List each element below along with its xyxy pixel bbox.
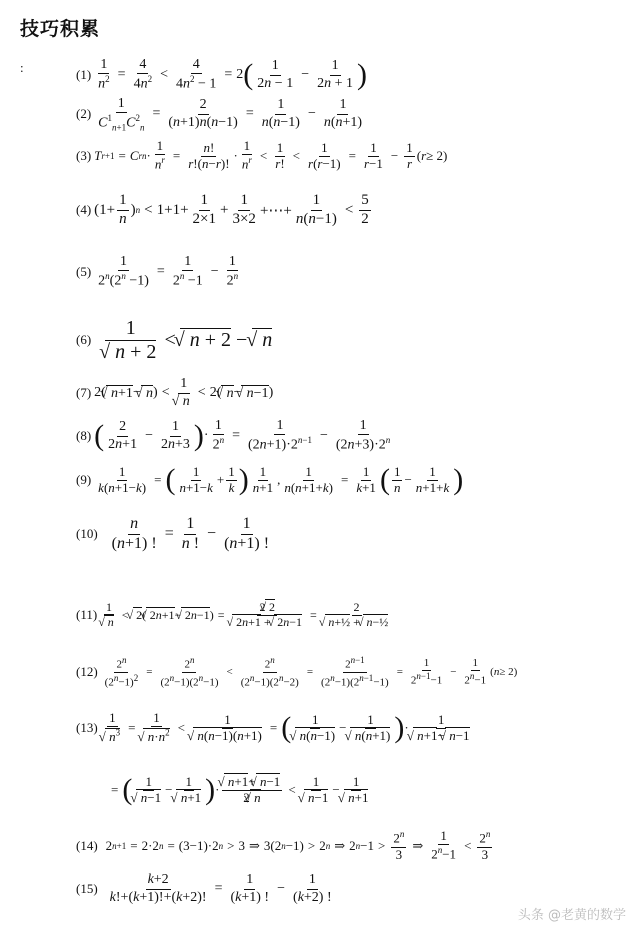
page-title: 技巧积累 [20, 18, 101, 40]
formula-6: (6) 1 √ n + 2 < √ n + 2 − √ n [76, 316, 634, 364]
formula-number: (1) [76, 67, 92, 82]
formula-3: (3) T r+1 = C r n · $\frac{1}{n^r}$ = $\frac{n!}{r!(n-r)!}$ · $\frac{1}{n^r}$ < $\frac{1}{r!}$ < $\frac{1}{r(r-1)}$ = $\frac{1}{r-1}$ − $\frac{1}{r}$ ( r ≥ 2) [76, 138, 448, 172]
formula-number: (14) [76, 838, 98, 853]
formula-14: (14) 2 n+1 = 2·2 n = (3−1)·2 n > 3 ⇒ 3(2 n −1) > 2 n ⇒ 2 n −1 > $\frac{2^n}{3}$ ⇒ $\frac{1}{2^n-1}$ < $\frac{2^n}{3}$ [76, 828, 491, 862]
formula-number: (3) [76, 148, 92, 163]
watermark: 头条 @老黄的数学 [517, 908, 626, 923]
formula-number: (7) [76, 385, 92, 400]
formula-number: (5) [76, 264, 92, 279]
formula-13-continued: = ( 1 √ n−1 − 1 √ n+1 ) · √ $\frac{n+1+ √ n-1}{2 √ n}$ < 1 √ n−1 − 1 √ n+1 [104, 764, 634, 816]
formula-4: (4) (1+ $\frac{1}{n}$ ) n < 1+1+ $\frac{1}{2\times 1}$ + $\frac{1}{3\times 2}$ +⋯+ $\frac{1}{n(n-1)}$ < $\frac{5}{2}$ [76, 192, 369, 227]
formula-number: (10) [76, 526, 98, 541]
colon-mark: : [20, 60, 24, 75]
formula-9: (9) $\frac{1}{k(n+1-k)}$ = ( $\frac{1}{n+1-k}$ + $\frac{1}{k}$ ) $\frac{1}{n+1}$ , $\frac{1}{n(n+1+k)}$ = $\frac{1}{k+1}$ ( $\frac{1}{n}$ − $\frac{1}{n+1+k}$ ) [76, 463, 464, 496]
formula-number: (2) [76, 106, 92, 121]
formula-number: (15) [76, 881, 98, 896]
formula-11: (11) 1 √ n < √ 2 ( √ 2n+1 − √ 2n−1 ) = 2√ 2 √ 2n+1 + √ 2n−1 = 2 √ n+½ + √ n−½ [76, 590, 634, 640]
formula-7: (7) 2( √ n+1 − √ n ) < 1 √ n < 2( √ n − √ n−1 ) [76, 374, 634, 412]
formula-1: (1) $\frac{1}{n^2}$ = $\frac{4}{4n^2}$ < $\frac{4}{4n^2 - 1}$ = 2 ( $\frac{1}{2n - 1}$ − $\frac{1}{2n + 1}$ ) [76, 57, 368, 92]
formula-12: (12) $\frac{2^n}{(2^n-1)^2}$ = $\frac{2^n}{(2^n-1)(2^n-1)}$ < $\frac{2^n}{(2^n-1)(2^n-2)}$ = $\frac{2^{n-1}}{(2^n-1)(2^{n-1}-1)}$ = $\frac{1}{2^{n-1}-1}$ − $\frac{1}{2^n-1}$ ( n ≥ 2) [76, 655, 518, 689]
formula-10: (10) $\frac{n}{(n+1) !}$ = $\frac{1}{n !}$ − $\frac{1}{(n+1) !}$ [76, 515, 270, 552]
formula-number: (4) [76, 202, 92, 217]
formula-2: (2) $\frac{1}{C^1_{n+1}C^2_n}$ = $\frac{2}{(n+1)n(n-1)}$ = $\frac{1}{n(n-1)}$ − $\frac{1}{n(n+1)}$ [76, 95, 363, 133]
formula-number: (6) [76, 332, 92, 347]
formula-number: (9) [76, 472, 92, 487]
formula-number: (8) [76, 428, 92, 443]
formula-number: (12) [76, 664, 98, 679]
formula-8: (8) ( $\frac{2}{2n+1}$ − $\frac{1}{2n+3}$ ) · $\frac{1}{2^n}$ = $\frac{1}{(2n+1)\cdot 2^{n-1}}$ − $\frac{1}{(2n+3)\cdot 2^n}$ [76, 418, 391, 453]
formula-number: (11) [76, 607, 98, 622]
formula-5: (5) $\frac{1}{2^n(2^n -1)}$ = $\frac{1}{2^n -1}$ − $\frac{1}{2^n}$ [76, 254, 239, 289]
formula-13: (13) 1 √ $n^3$ = 1 √ $n\cdot n^2$ < 1 √ n(n−1)(n+1) = ( 1 √ n(n−1) − 1 √ n(n+1) ) · 1 √ n+1− √ n−1 [76, 705, 634, 751]
formula-number: (13) [76, 720, 98, 735]
formula-15: (15) $\frac{k+2}{k!+(k+1)!+(k+2)!}$ = $\frac{1}{(k+1) !}$ − $\frac{1}{(k+2) !}$ [76, 872, 332, 905]
